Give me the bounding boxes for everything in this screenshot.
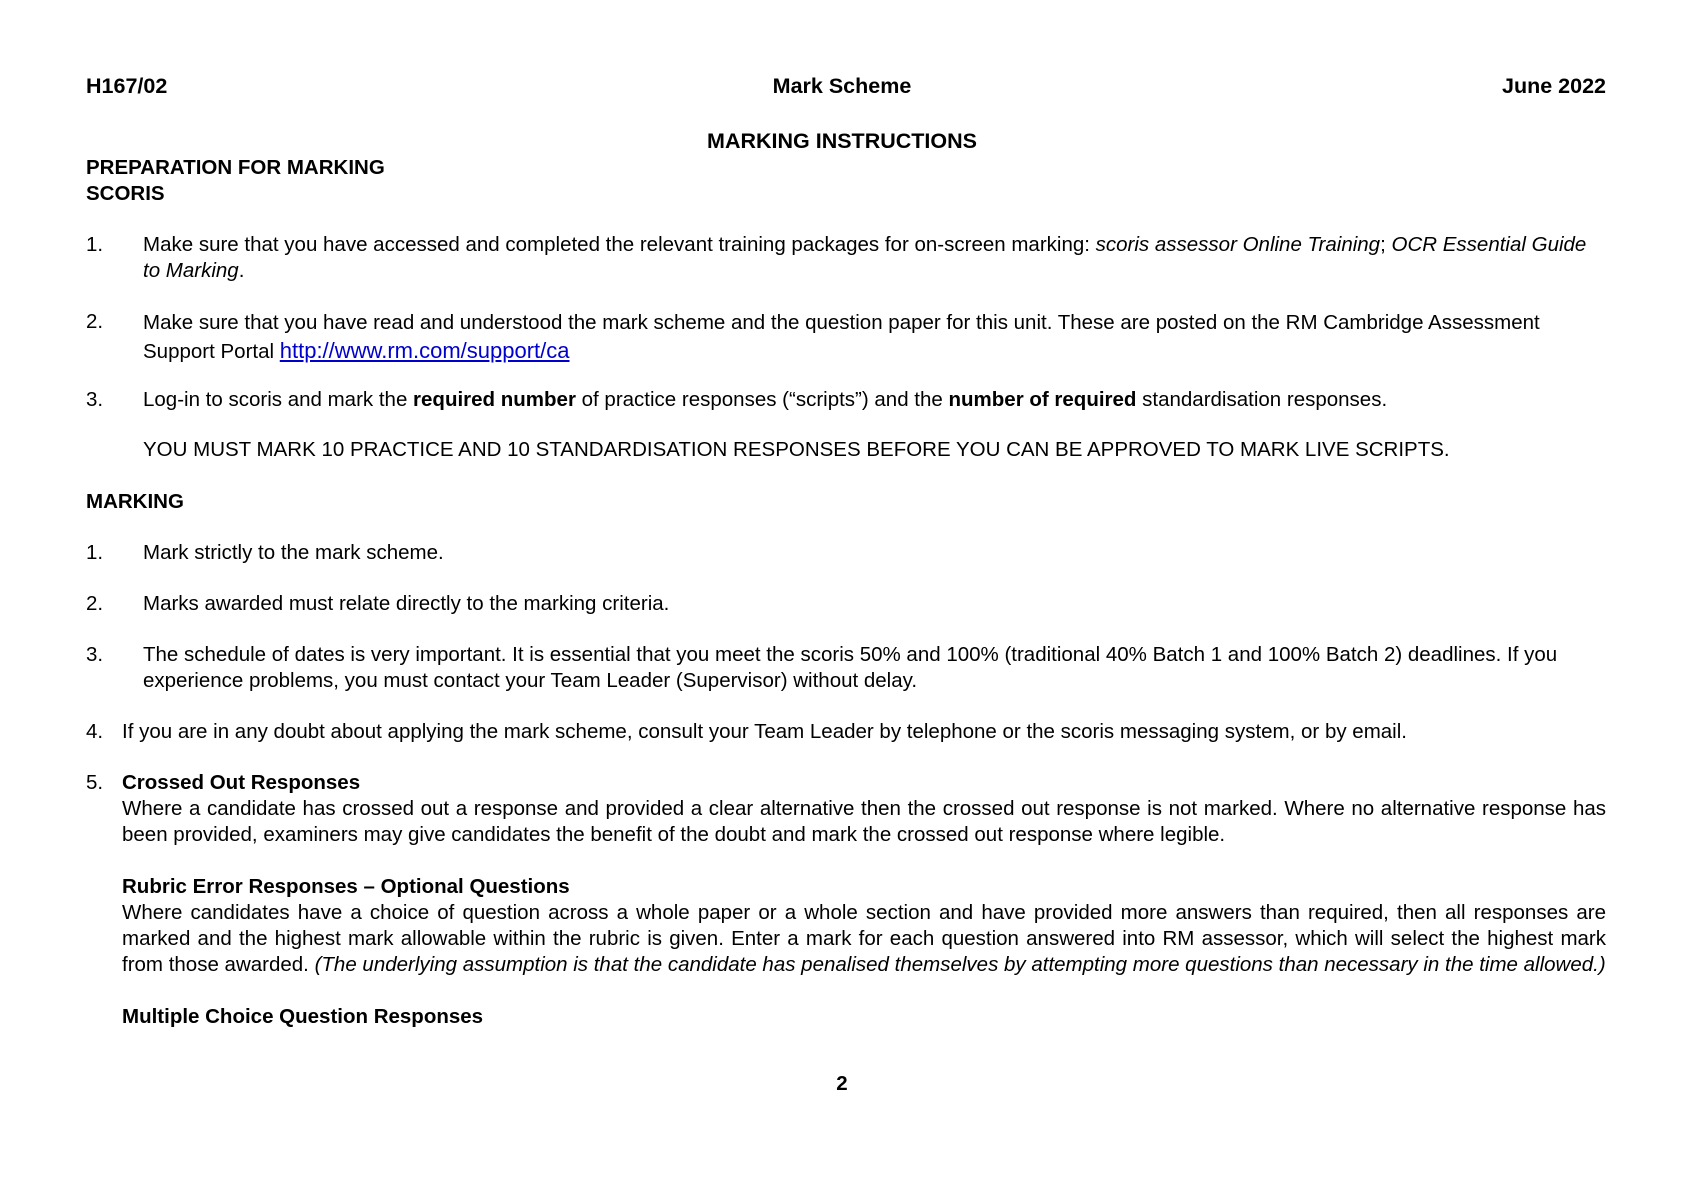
item-number: 2. [86, 310, 104, 333]
marking-item-1 [86, 540, 1606, 566]
item-number: 5. [86, 771, 104, 794]
marking-item-3 [86, 642, 1606, 694]
header-code: H167/02 [86, 74, 168, 98]
header-title: Mark Scheme [772, 74, 912, 98]
item-number: 3. [86, 388, 104, 411]
prep-item-3-note [86, 437, 1606, 463]
item-number: 3. [86, 643, 104, 666]
crossed-out-text: Where a candidate has crossed out a response and provided a clear alternative then the crossed out response is not marked. Where no alternative response has been provided, examiners may give candidates the benefit of the doubt and mark the crossed out response where legible. [122, 797, 1606, 846]
prep-item-1 [86, 232, 1606, 284]
item-text: Marks awarded must relate directly to the marking criteria. [143, 592, 670, 615]
marking-item-5 [86, 770, 1606, 1090]
item-note: YOU MUST MARK 10 PRACTICE AND 10 STANDARDISATION RESPONSES BEFORE YOU CAN BE APPROVED TO MARK LIVE SCRIPTS. [143, 438, 1450, 461]
item-text: Mark strictly to the mark scheme. [143, 541, 444, 564]
page-title: MARKING INSTRUCTIONS [707, 129, 977, 153]
prep-item-2 [86, 309, 1606, 365]
item-text: Make sure that you have accessed and completed the relevant training packages for on-screen marking: scoris assessor Online Training; OCR Essential Guide to Marking. [143, 233, 1587, 282]
item-text: Log-in to scoris and mark the required number of practice responses (“scripts”) and the number of required standardisation responses. [143, 388, 1388, 411]
rubric-error-text: Where candidates have a choice of question across a whole paper or a whole section and have provided more answers than required, then all responses are marked and the highest mark allowable within the rubric is given. Enter a mark for each question answered into RM assessor, which will select the highest mark from those awarded. (The underlying assumption is that the candidate has penalised themselves by attempting more questions than necessary in the time allowed.) [122, 901, 1606, 976]
marking-item-4 [86, 719, 1606, 745]
mcq-heading: Multiple Choice Question Responses [122, 1005, 484, 1028]
item-number: 1. [86, 541, 104, 564]
marking-item-2 [86, 591, 1606, 617]
support-portal-link[interactable]: http://www.rm.com/support/ca [279, 338, 570, 363]
prep-item-3 [86, 387, 1606, 413]
item-text: Make sure that you have read and understood the mark scheme and the question paper for this unit. These are posted on the RM Cambridge Assessment Support Portal http://www.rm.com/support/ca [143, 311, 1540, 363]
item-number: 4. [86, 720, 104, 743]
prep-heading: PREPARATION FOR MARKING [86, 156, 385, 179]
page-number: 2 [836, 1072, 848, 1095]
marking-heading: MARKING [86, 490, 184, 513]
item-number: 1. [86, 233, 104, 256]
item-number: 2. [86, 592, 104, 615]
crossed-out-heading: Crossed Out Responses [122, 771, 361, 794]
header-date: June 2022 [1502, 74, 1606, 98]
item-text: If you are in any doubt about applying the mark scheme, consult your Team Leader by telephone or the scoris messaging system, or by email. [122, 720, 1407, 743]
item-text: The schedule of dates is very important. It is essential that you meet the scoris 50% and 100% (traditional 40% Batch 1 and 100% Batch 2) deadlines. If you experience problems, you must contact your Team Leader (Supervisor) without delay. [143, 643, 1558, 692]
item-body [122, 770, 1606, 1030]
rubric-error-heading: Rubric Error Responses – Optional Questions [122, 875, 570, 898]
prep-subheading: SCORIS [86, 182, 165, 205]
